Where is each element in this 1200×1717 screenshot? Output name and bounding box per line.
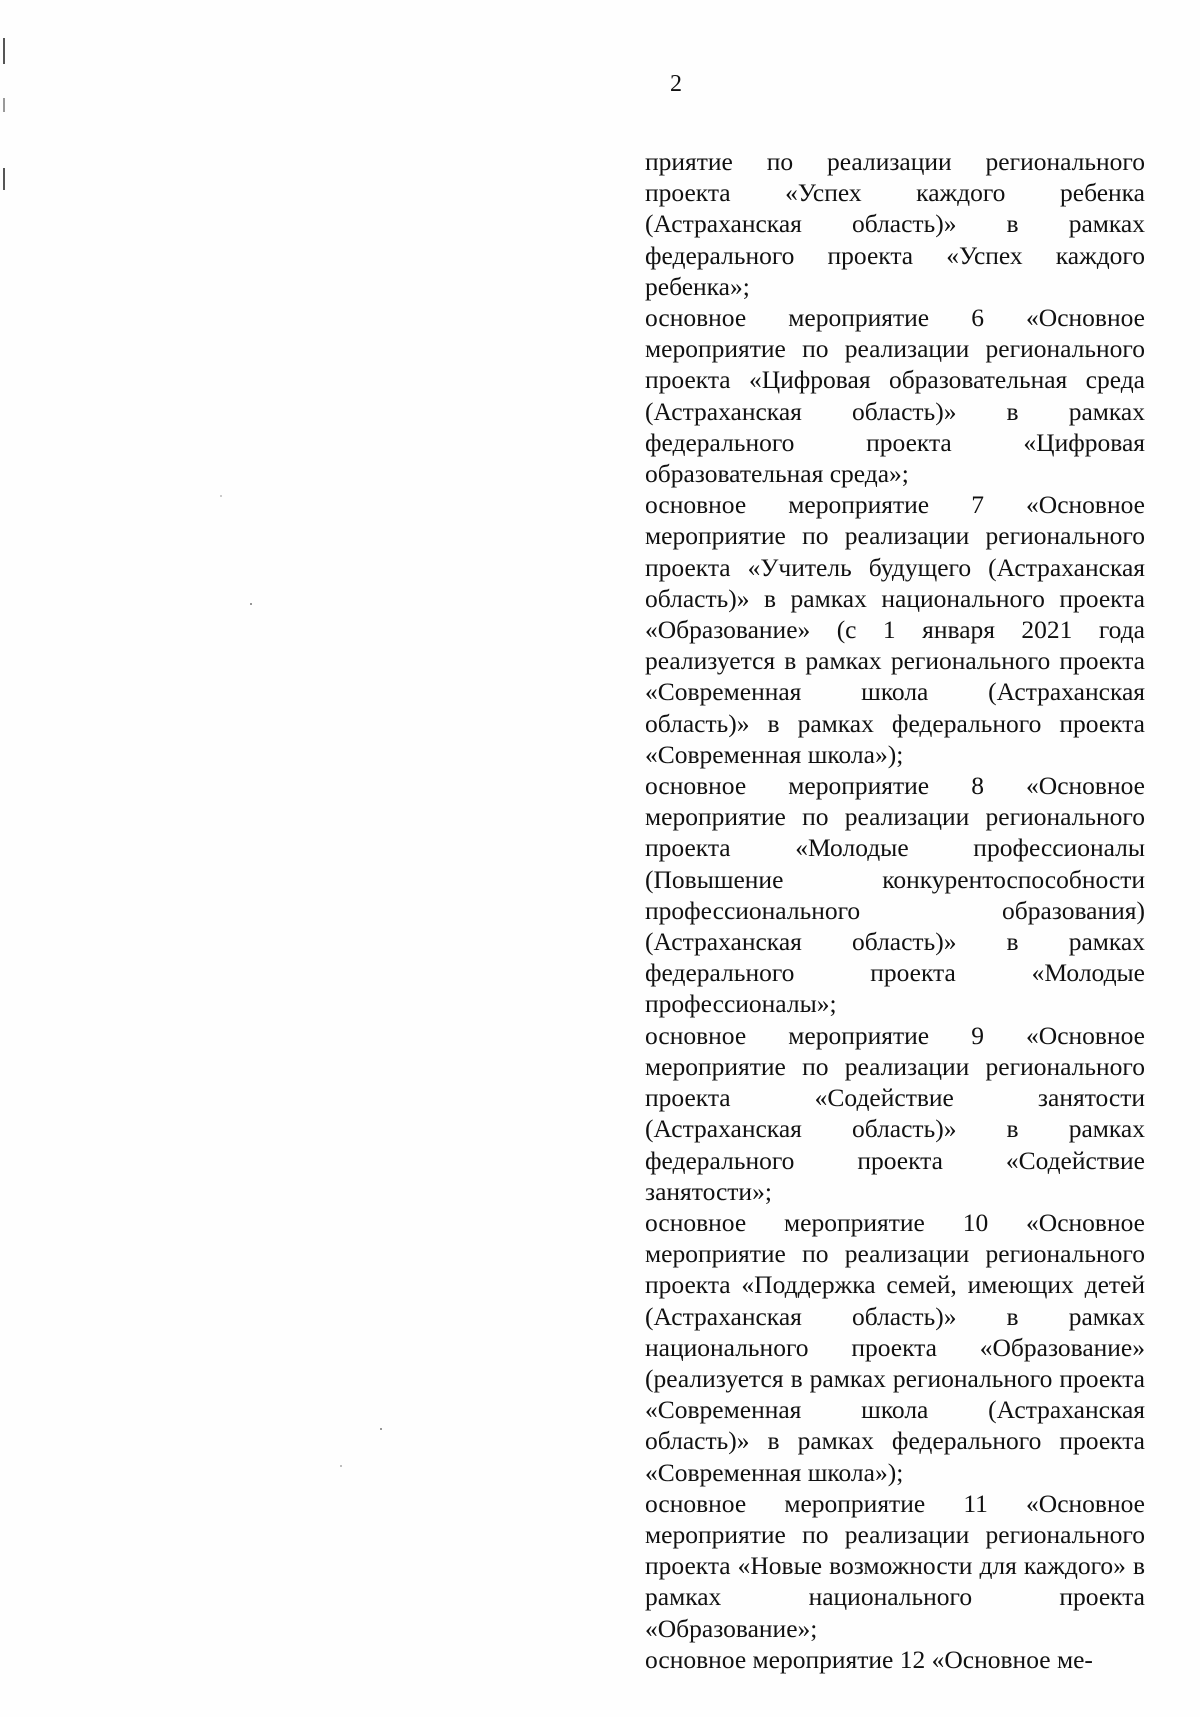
- paragraph: приятие по реализации регионального проекта «Успех каждого ребенка (Астраханская область)» в рамках федерального проекта «Успех каждого ребенка»;: [645, 147, 1145, 301]
- body-text: [645, 146, 1145, 1675]
- scan-edge-mark: [3, 38, 5, 64]
- paragraph: основное мероприятие 11 «Основное мероприятие по реализации регионального проекта «Новые возможности для каждого» в рамках национального проекта «Образование»;: [645, 1488, 1145, 1643]
- scan-speck: [220, 495, 222, 497]
- scan-edge-mark: [3, 98, 5, 112]
- paragraph: основное мероприятие 10 «Основное мероприятие по реализации регионального проекта «Поддержка семей, имеющих детей (Астраханская область)» в рамках национального проекта «Образование» (реализуется в рамках регионального проекта «Современная школа (Астраханская область)» в рамках федерального проекта «Современная школа»);: [645, 1207, 1145, 1487]
- paragraph: основное мероприятие 12 «Основное ме-: [645, 1644, 1093, 1674]
- scan-edge-mark: [3, 168, 5, 190]
- scan-speck: [340, 1465, 342, 1467]
- scan-speck: [380, 1428, 382, 1430]
- page-number: 2: [670, 71, 682, 97]
- paragraph: основное мероприятие 6 «Основное мероприятие по реализации регионального проекта «Цифровая образовательная среда (Астраханская область)» в рамках федерального проекта «Цифровая образовательная среда»;: [645, 303, 1145, 489]
- paragraph: основное мероприятие 7 «Основное мероприятие по реализации регионального проекта «Учитель будущего (Астраханская область)» в рамках национального проекта «Образование» (с 1 января 2021 года реализуется в рамках регионального проекта «Современная школа (Астраханская область)» в рамках федерального проекта «Современная школа»);: [645, 490, 1145, 769]
- scan-speck: [250, 603, 252, 605]
- paragraph: основное мероприятие 9 «Основное мероприятие по реализации регионального проекта «Содействие занятости (Астраханская область)» в рамках федерального проекта «Содействие занятости»;: [645, 1020, 1145, 1206]
- paragraph: основное мероприятие 8 «Основное мероприятие по реализации регионального проекта «Молодые профессионалы (Повышение конкурентоспособности профессионального образования) (Астраханская область)» в рамках федерального проекта «Молодые профессионалы»;: [645, 771, 1145, 1019]
